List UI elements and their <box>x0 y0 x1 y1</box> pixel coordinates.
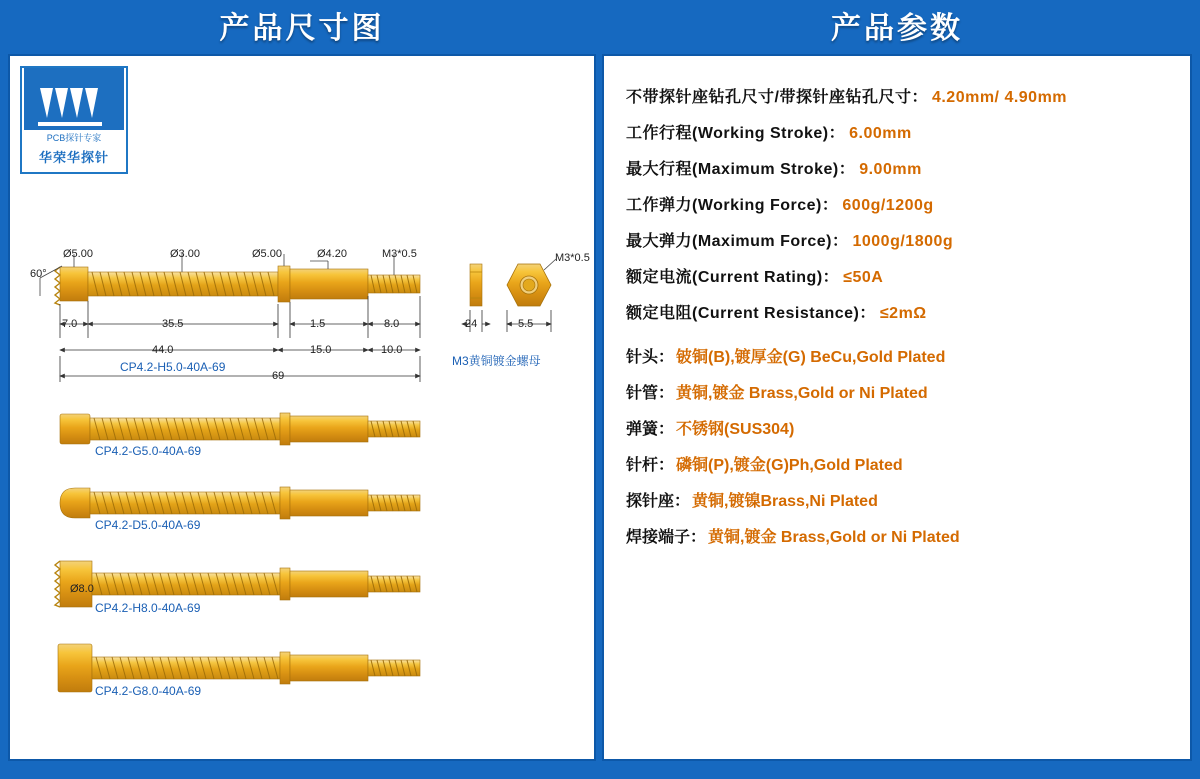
drawing-panel <box>8 54 596 761</box>
part-number-main: CP4.2-H5.0-40A-69 <box>120 360 226 374</box>
dim-44-0: 44.0 <box>152 344 174 356</box>
material-value: 黄铜,镀金 Brass,Gold or Ni Plated <box>676 385 928 402</box>
dim-15-0: 15.0 <box>310 344 332 356</box>
spec-row <box>626 228 1172 251</box>
spec-row <box>626 120 1172 143</box>
part-number-variant-2: CP4.2-D5.0-40A-69 <box>95 518 201 532</box>
spec-panel <box>602 54 1192 761</box>
angle-label: 60° <box>30 268 47 280</box>
material-value: 铍铜(B),镀厚金(G) BeCu,Gold Plated <box>676 349 946 366</box>
material-key: 针头： <box>626 349 675 366</box>
material-value: 磷铜(P),镀金(G)Ph,Gold Plated <box>676 457 903 474</box>
dia-label-4: Ø4.20 <box>317 248 347 260</box>
material-key: 针管： <box>626 385 675 402</box>
spec-key: 最大弹力(Maximum Force)： <box>626 233 849 250</box>
probe-main <box>55 266 420 305</box>
material-key: 焊接端子： <box>626 529 707 546</box>
material-row <box>626 524 1172 547</box>
spec-key: 工作行程(Working Stroke)： <box>626 125 846 142</box>
part-number-variant-3: CP4.2-H8.0-40A-69 <box>95 601 201 615</box>
probe-variant-1 <box>60 413 420 445</box>
left-panel-title: 产品尺寸图 <box>219 12 385 45</box>
spec-list <box>604 56 1190 570</box>
material-row <box>626 452 1172 475</box>
dim-10-0: 10.0 <box>381 344 403 356</box>
material-row <box>626 488 1172 511</box>
spec-value: ≤50A <box>843 269 884 286</box>
dia-label-1: Ø5.00 <box>63 248 93 260</box>
dia-label-3: Ø5.00 <box>252 248 282 260</box>
spec-row <box>626 300 1172 323</box>
part-number-variant-1: CP4.2-G5.0-40A-69 <box>95 444 202 458</box>
logo-sub-text: PCB探针专家 <box>46 133 102 143</box>
spec-value: ≤2mΩ <box>879 305 927 322</box>
spec-row <box>626 192 1172 215</box>
logo-company-name: 华荣华探针 <box>38 150 109 165</box>
dim-7-0: 7.0 <box>62 318 78 330</box>
dia-label-2: Ø3.00 <box>170 248 200 260</box>
part-number-variant-4: CP4.2-G8.0-40A-69 <box>95 684 202 698</box>
material-value: 黄铜,镀镍Brass,Ni Plated <box>692 493 878 510</box>
dim-8-0: 8.0 <box>384 318 400 330</box>
material-row <box>626 380 1172 403</box>
material-row <box>626 416 1172 439</box>
dim-total-69: 69 <box>272 370 285 382</box>
spec-value: 1000g/1800g <box>852 233 954 250</box>
spec-row <box>626 264 1172 287</box>
spec-key: 额定电流(Current Rating)： <box>626 269 840 286</box>
right-panel-title: 产品参数 <box>831 12 963 45</box>
probe-variant-2 <box>60 487 420 519</box>
material-value: 黄铜,镀金 Brass,Gold or Ni Plated <box>708 529 960 546</box>
material-key: 针杆： <box>626 457 675 474</box>
nut-dim-5-5: 5.5 <box>518 318 534 330</box>
spec-value: 4.20mm/ 4.90mm <box>931 89 1068 106</box>
material-value: 不锈钢(SUS304) <box>676 421 795 438</box>
dim-35-5: 35.5 <box>162 318 184 330</box>
left-column <box>8 8 596 771</box>
material-row <box>626 344 1172 367</box>
nut-thread-label: M3*0.5 <box>555 252 590 264</box>
nut-dim-24: 24 <box>465 318 478 330</box>
material-key: 探针座： <box>626 493 691 510</box>
spec-value: 600g/1200g <box>842 197 934 214</box>
spec-value: 9.00mm <box>859 161 922 178</box>
dim-1-5: 1.5 <box>310 318 326 330</box>
spec-key: 最大行程(Maximum Stroke)： <box>626 161 856 178</box>
variant-3-dia: Ø8.0 <box>70 583 94 595</box>
right-column <box>602 8 1192 771</box>
drawing-svg <box>10 56 594 755</box>
material-key: 弹簧： <box>626 421 675 438</box>
thread-label-main: M3*0.5 <box>382 248 417 260</box>
spec-value: 6.00mm <box>849 125 912 142</box>
spec-row <box>626 156 1172 179</box>
spec-key: 工作弹力(Working Force)： <box>626 197 839 214</box>
technical-drawing <box>10 56 594 759</box>
spec-key: 不带探针座钻孔尺寸/带探针座钻孔尺寸： <box>626 89 928 106</box>
spec-row <box>626 84 1172 107</box>
nut-label: M3黄铜镀金螺母 <box>452 354 541 368</box>
spec-key: 额定电阻(Current Resistance)： <box>626 305 876 322</box>
spacer <box>626 336 1172 344</box>
